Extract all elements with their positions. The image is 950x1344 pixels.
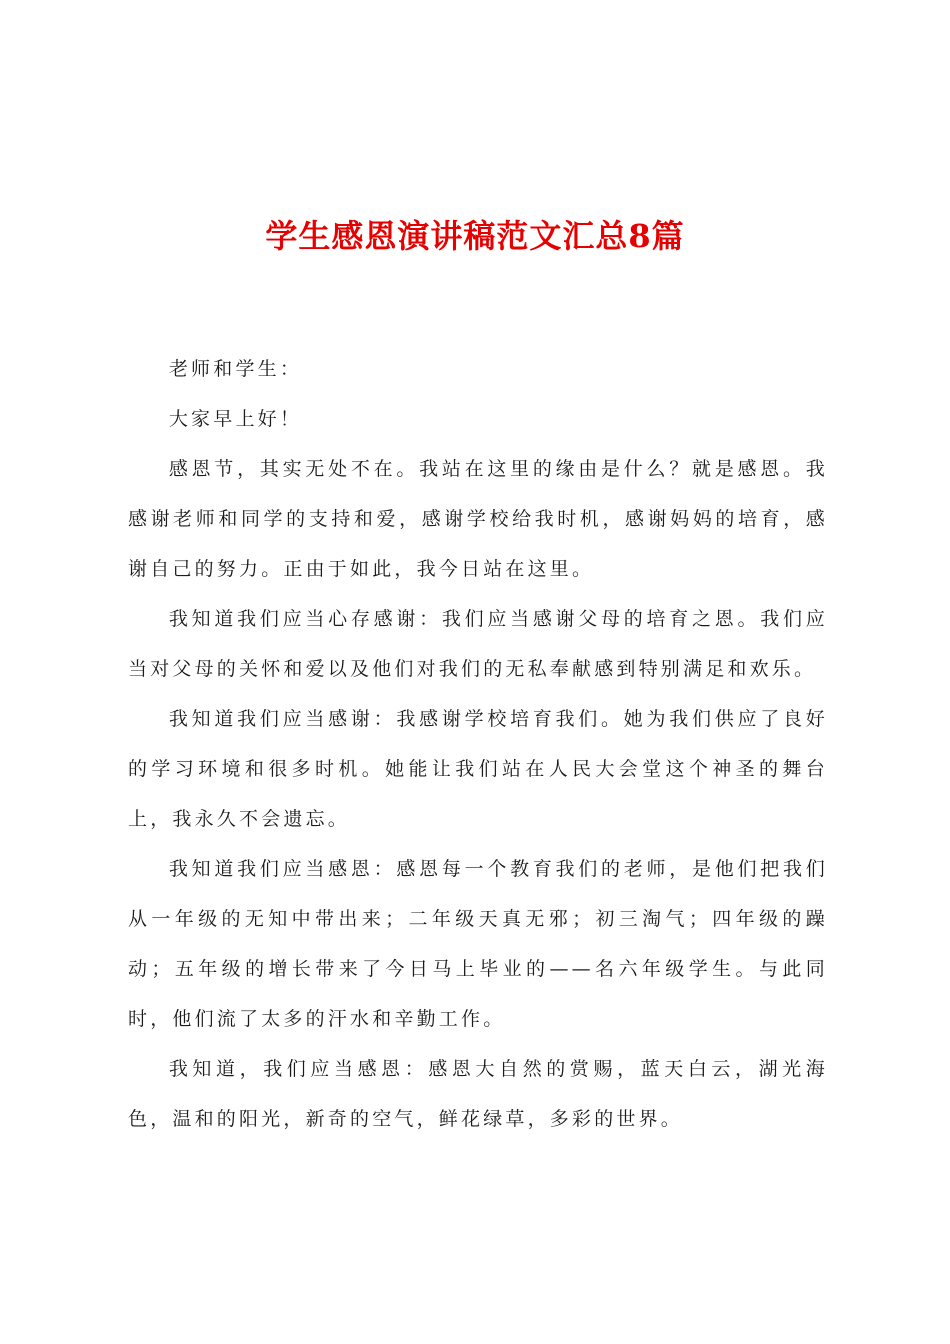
paragraph-2: 我知道我们应当心存感谢：我们应当感谢父母的培育之恩。我们应当对父母的关怀和爱以及他们对我们的无私奉献感到特别满足和欢乐。 [128,608,828,680]
salutation: 老师和学生： [168,358,303,380]
paragraph-3: 我知道我们应当感谢：我感谢学校培育我们。她为我们供应了良好的学习环境和很多时机。她能让我们站在人民大会堂这个神圣的舞台上，我永久不会遗忘。 [128,708,828,830]
paragraph-4: 我知道我们应当感恩：感恩每一个教育我们的老师，是他们把我们从一年级的无知中带出来；二年级天真无邪；初三淘气；四年级的躁动；五年级的增长带来了今日马上毕业的——名六年级学生。与此同时，他们流了太多的汗水和辛勤工作。 [128,858,828,1030]
document-title: 学生感恩演讲稿范文汇总8篇 [265,217,685,255]
paragraph-1: 感恩节，其实无处不在。我站在这里的缘由是什么？就是感恩。我感谢老师和同学的支持和爱，感谢学校给我时机，感谢妈妈的培育，感谢自己的努力。正由于如此，我今日站在这里。 [128,458,828,580]
paragraph-5: 我知道，我们应当感恩：感恩大自然的赏赐，蓝天白云，湖光海色，温和的阳光，新奇的空气，鲜花绿草，多彩的世界。 [128,1058,828,1130]
document-body [128,344,828,1144]
greeting: 大家早上好！ [168,408,303,430]
